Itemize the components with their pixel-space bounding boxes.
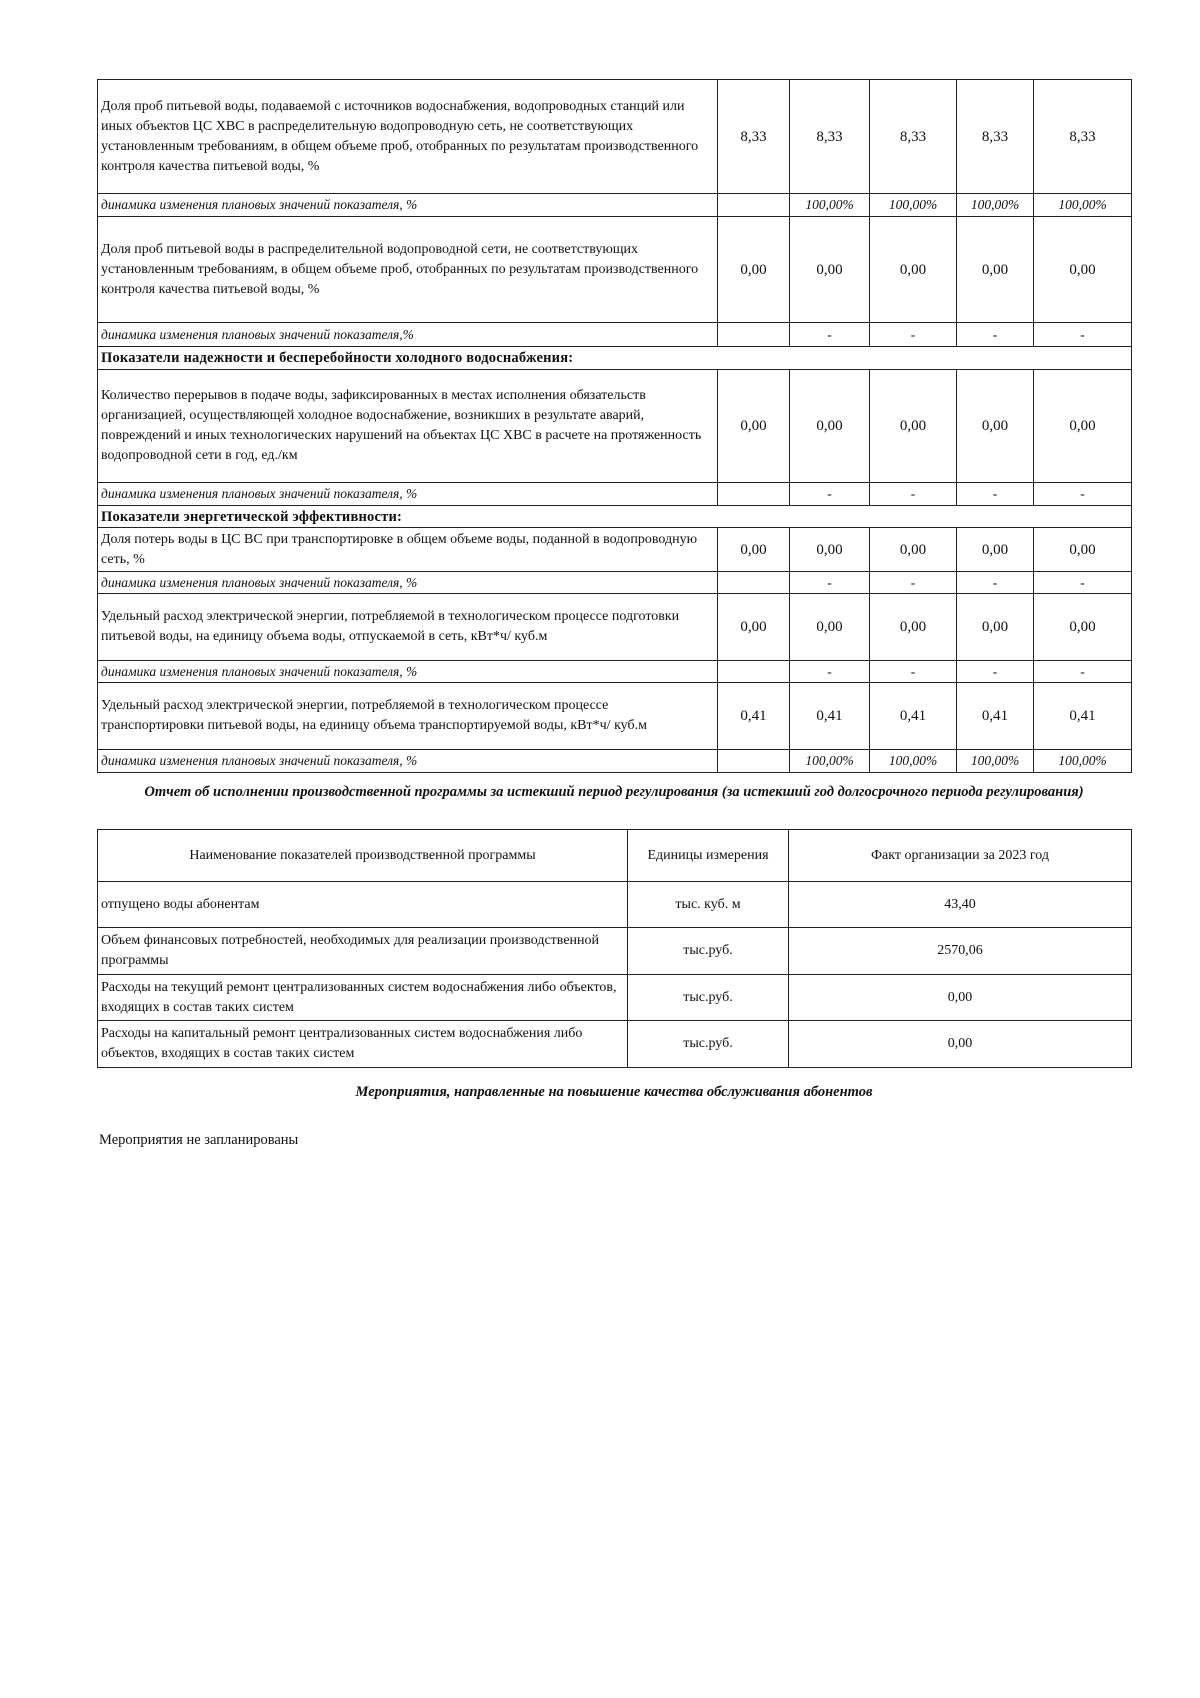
section-header: Показатели энергетической эффективности:: [98, 506, 1132, 528]
indicator-value: 0,00: [718, 594, 790, 661]
indicators-table-body: [98, 80, 1132, 773]
dynamics-value: -: [1034, 661, 1132, 683]
dynamics-value: -: [957, 661, 1034, 683]
indicator-value: 0,00: [718, 217, 790, 323]
report-item-value: 0,00: [789, 1021, 1132, 1068]
indicator-value: 0,00: [1034, 594, 1132, 661]
indicator-value: 8,33: [870, 80, 957, 194]
dynamics-value: -: [870, 483, 957, 506]
table-row: [98, 80, 1132, 194]
dynamics-value: 100,00%: [957, 750, 1034, 773]
dynamics-value: -: [870, 323, 957, 347]
indicator-value: 0,00: [870, 370, 957, 483]
indicators-table: [97, 79, 1132, 773]
table-row: [98, 975, 1132, 1021]
table-row: [98, 683, 1132, 750]
column-header: Факт организации за 2023 год: [789, 830, 1132, 882]
indicator-value: 0,41: [957, 683, 1034, 750]
dynamics-value: 100,00%: [870, 194, 957, 217]
dynamics-value: 100,00%: [957, 194, 1034, 217]
indicator-value: 0,00: [957, 217, 1034, 323]
table-row: [98, 194, 1132, 217]
table-row: [98, 661, 1132, 683]
report-item-name: Расходы на капитальный ремонт централизованных систем водоснабжения либо объектов, входящих в состав таких систем: [98, 1021, 628, 1068]
indicator-value: 0,00: [957, 594, 1034, 661]
dynamics-value: 100,00%: [790, 194, 870, 217]
indicator-value: 0,00: [957, 370, 1034, 483]
table-row: [98, 370, 1132, 483]
table-row: [98, 572, 1132, 594]
indicator-value: 0,00: [870, 594, 957, 661]
indicator-value: 0,00: [957, 528, 1034, 572]
dynamics-label: динамика изменения плановых значений показателя,%: [98, 323, 718, 347]
dynamics-value: -: [790, 572, 870, 594]
report-item-value: 0,00: [789, 975, 1132, 1021]
dynamics-label: динамика изменения плановых значений показателя, %: [98, 750, 718, 773]
indicator-value: 8,33: [718, 80, 790, 194]
dynamics-value: 100,00%: [1034, 194, 1132, 217]
dynamics-label: динамика изменения плановых значений показателя, %: [98, 194, 718, 217]
report-table: [97, 829, 1132, 1068]
report-caption: Отчет об исполнении производственной программы за истекший период регулирования (за истекший год долгосрочного периода регулирования): [144, 784, 1084, 800]
section-header: Показатели надежности и бесперебойности холодного водоснабжения:: [98, 347, 1132, 370]
report-item-name: Расходы на текущий ремонт централизованных систем водоснабжения либо объектов, входящих в состав таких систем: [98, 975, 628, 1021]
indicator-value: 0,00: [790, 528, 870, 572]
dynamics-value: -: [790, 483, 870, 506]
report-item-value: 2570,06: [789, 928, 1132, 975]
report-item-name: отпущено воды абонентам: [98, 882, 628, 928]
indicator-label: Доля проб питьевой воды, подаваемой с источников водоснабжения, водопроводных станций или иных объектов ЦС ХВС в распределительную водопроводную сеть, не соответствующих установленным требованиям, в общем объеме проб, отобранных по результатам производственного контроля качества питьевой воды, %: [98, 80, 718, 194]
report-item-value: 43,40: [789, 882, 1132, 928]
indicator-value: 0,41: [1034, 683, 1132, 750]
indicator-value: 0,00: [1034, 528, 1132, 572]
indicator-value: 8,33: [790, 80, 870, 194]
indicator-value: 0,41: [718, 683, 790, 750]
report-item-unit: тыс. куб. м: [628, 882, 789, 928]
dynamics-label: динамика изменения плановых значений показателя, %: [98, 661, 718, 683]
table-row: [98, 928, 1132, 975]
dynamics-value: -: [790, 661, 870, 683]
dynamics-value: -: [1034, 323, 1132, 347]
report-header-row: [98, 830, 1132, 882]
indicator-label: Удельный расход электрической энергии, потребляемой в технологическом процессе подготовки питьевой воды, на единицу объема воды, отпускаемой в сеть, кВт*ч/ куб.м: [98, 594, 718, 661]
indicator-value: 0,41: [790, 683, 870, 750]
dynamics-value: -: [870, 572, 957, 594]
indicator-label: Доля потерь воды в ЦС ВС при транспортировке в общем объеме воды, поданной в водопроводную сеть, %: [98, 528, 718, 572]
report-item-name: Объем финансовых потребностей, необходимых для реализации производственной программы: [98, 928, 628, 975]
dynamics-value: 100,00%: [790, 750, 870, 773]
dynamics-value: -: [957, 483, 1034, 506]
measures-title: Мероприятия, направленные на повышение качества обслуживания абонентов: [355, 1084, 873, 1100]
dynamics-value: -: [1034, 483, 1132, 506]
table-row: [98, 528, 1132, 572]
indicator-value: 8,33: [957, 80, 1034, 194]
indicator-value: 0,00: [1034, 217, 1132, 323]
indicator-label: Количество перерывов в подаче воды, зафиксированных в местах исполнения обязательств организацией, осуществляющей холодное водоснабжение, возникших в результате аварий, повреждений и иных технологических нарушений на объектах ЦС ХВС в расчете на протяженность водопроводной сети в год, ед./км: [98, 370, 718, 483]
dynamics-value: -: [1034, 572, 1132, 594]
indicator-value: 0,41: [870, 683, 957, 750]
dynamics-value: [718, 661, 790, 683]
report-table-body: [98, 830, 1132, 1068]
indicator-value: 0,00: [790, 370, 870, 483]
dynamics-value: [718, 323, 790, 347]
indicator-value: 0,00: [870, 217, 957, 323]
indicator-value: 0,00: [718, 370, 790, 483]
indicator-value: 0,00: [790, 217, 870, 323]
dynamics-value: [718, 483, 790, 506]
dynamics-value: -: [957, 572, 1034, 594]
table-row: [98, 750, 1132, 773]
dynamics-value: -: [957, 323, 1034, 347]
dynamics-value: 100,00%: [1034, 750, 1132, 773]
table-row: [98, 1021, 1132, 1068]
column-header: Единицы измерения: [628, 830, 789, 882]
report-item-unit: тыс.руб.: [628, 1021, 789, 1068]
table-row: [98, 217, 1132, 323]
dynamics-label: динамика изменения плановых значений показателя, %: [98, 572, 718, 594]
dynamics-value: -: [870, 661, 957, 683]
section-header-row: [98, 506, 1132, 528]
dynamics-value: [718, 750, 790, 773]
indicator-value: 0,00: [718, 528, 790, 572]
report-item-unit: тыс.руб.: [628, 928, 789, 975]
dynamics-value: -: [790, 323, 870, 347]
indicator-value: 0,00: [790, 594, 870, 661]
indicator-value: 0,00: [1034, 370, 1132, 483]
table-row: [98, 882, 1132, 928]
indicator-value: 8,33: [1034, 80, 1132, 194]
dynamics-value: [718, 194, 790, 217]
table-row: [98, 483, 1132, 506]
dynamics-value: 100,00%: [870, 750, 957, 773]
indicator-label: Доля проб питьевой воды в распределительной водопроводной сети, не соответствующих установленным требованиям, в общем объеме проб, отобранных по результатам производственного контроля качества питьевой воды, %: [98, 217, 718, 323]
section-header-row: [98, 347, 1132, 370]
dynamics-value: [718, 572, 790, 594]
report-item-unit: тыс.руб.: [628, 975, 789, 1021]
column-header: Наименование показателей производственной программы: [98, 830, 628, 882]
table-row: [98, 323, 1132, 347]
indicator-label: Удельный расход электрической энергии, потребляемой в технологическом процессе транспортировки питьевой воды, на единицу объема транспортируемой воды, кВт*ч/ куб.м: [98, 683, 718, 750]
table-row: [98, 594, 1132, 661]
measures-text: Мероприятия не запланированы: [99, 1132, 299, 1148]
dynamics-label: динамика изменения плановых значений показателя, %: [98, 483, 718, 506]
indicator-value: 0,00: [870, 528, 957, 572]
